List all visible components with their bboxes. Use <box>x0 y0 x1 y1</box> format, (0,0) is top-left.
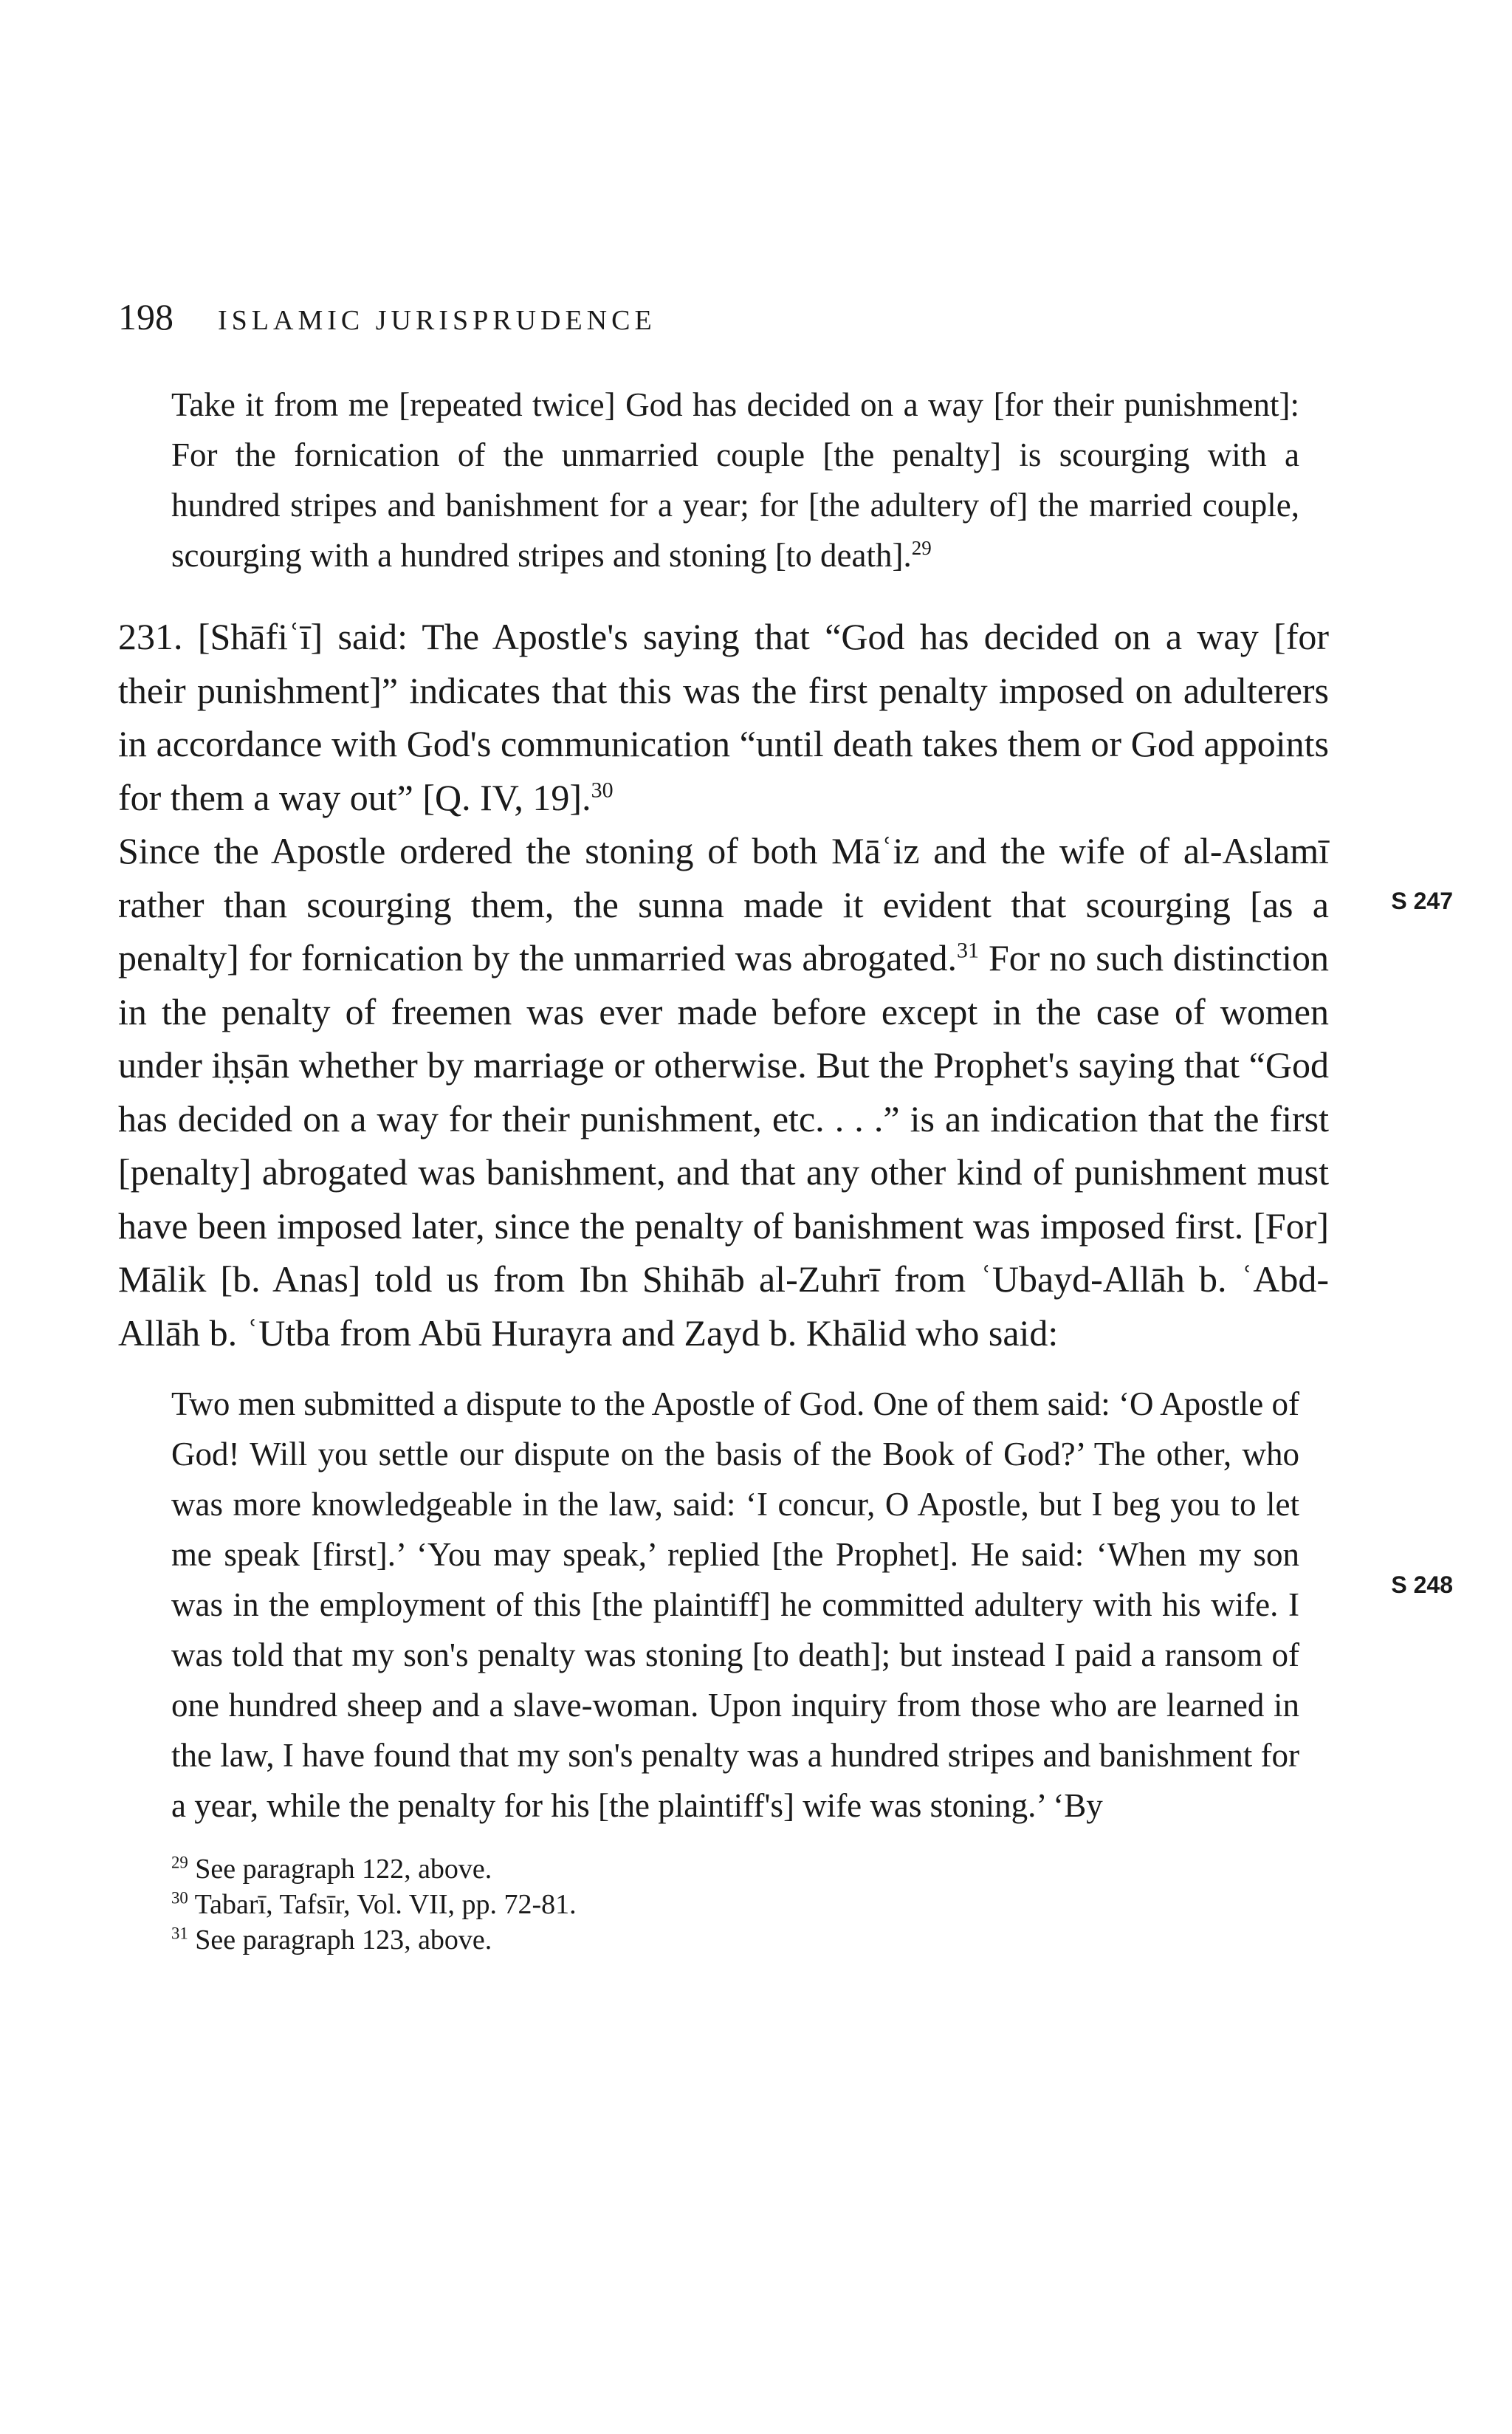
paragraph-231 <box>118 610 1329 824</box>
paragraph-231-text: 231. [Shāfiʿī] said: The Apostle's saying that “God has decided on a way [for their punishment]” indicates that this was the first penalty imposed on adulterers in accordance with God's communication “until death takes them or God appoints for them a way out” [Q. IV, 19]. <box>118 616 1329 818</box>
footnote-number: 31 <box>171 1924 188 1943</box>
page-number: 198 <box>118 296 173 337</box>
book-page <box>118 295 1329 1958</box>
footnote-text: Tabarī, Tafsīr, Vol. VII, pp. 72-81. <box>194 1889 577 1920</box>
quote-1-text: Take it from me [repeated twice] God has decided on a way [for their punishment]: For the fornication of the unmarried couple [the penalty] is scourging with a hundred stripes and banishment for a year; for [the adultery of] the married couple, scourging with a hundred stripes and stoning [to death]. <box>171 386 1299 574</box>
footnote-30 <box>171 1887 1329 1922</box>
footnote-ref-29: 29 <box>911 537 932 559</box>
margin-reference-s248: S 248 <box>1391 1571 1453 1598</box>
margin-reference-s247: S 247 <box>1391 888 1453 914</box>
footnote-text: See paragraph 122, above. <box>195 1854 492 1885</box>
block-quote-2 <box>171 1379 1299 1831</box>
quote-2-text: Two men submitted a dispute to the Apostle of God. One of them said: ‘O Apostle of God! Will you settle our dispute on the basis of the Book of God?’ The other, who was more knowledgeable in the law, said: ‘I concur, O Apostle, but I beg you to let me speak [first].’ ‘You may speak,’ replied [the Prophet]. He said: ‘When my son was in the employment of this [the plaintiff] he committed adultery with his wife. I was told that my son's penalty was stoning [to death]; but instead I paid a ransom of one hundred sheep and a slave-woman. Upon inquiry from those who are learned in the law, I have found that my son's penalty was a hundred stripes and banishment for a year, while the penalty for his [the plaintiff's] wife was stoning.’ ‘By <box>171 1385 1299 1824</box>
page-header <box>118 295 1329 338</box>
paragraph-since-text-2: For no such distinction in the penalty of freemen was ever made before except in the case of women under iḥṣān whether by marriage or otherwise. But the Prophet's saying that “God has decided on a way for their punishment, etc. . . .” is an indication that the first [penalty] abrogated was banishment, and that any other kind of punishment must have been imposed later, since the penalty of banishment was imposed first. [For] Mālik [b. Anas] told us from Ibn Shihāb al-Zuhrī from ʿUbayd-Allāh b. ʿAbd-Allāh b. ʿUtba from Abū Hurayra and Zayd b. Khālid who said: <box>118 937 1329 1354</box>
footnote-number: 29 <box>171 1853 188 1872</box>
paragraph-since-text-1: Since the Apostle ordered the stoning of both Māʿiz and the wife of al-Aslamī rather than scourging them, the sunna made it evident that scourging [as a penalty] for fornication by the unmarried was abrogated. <box>118 830 1329 978</box>
footnote-ref-30: 30 <box>591 777 614 802</box>
footnotes <box>171 1851 1329 1958</box>
body-text <box>118 610 1329 1360</box>
quote-text <box>171 380 1299 580</box>
footnote-number: 30 <box>171 1888 188 1907</box>
footnote-29 <box>171 1851 1329 1887</box>
paragraph-since <box>118 824 1329 1360</box>
block-quote-1 <box>171 380 1299 580</box>
footnote-31 <box>171 1922 1329 1958</box>
footnote-text: See paragraph 123, above. <box>195 1924 492 1955</box>
running-title: ISLAMIC JURISPRUDENCE <box>218 305 656 336</box>
footnote-ref-31: 31 <box>957 938 980 963</box>
